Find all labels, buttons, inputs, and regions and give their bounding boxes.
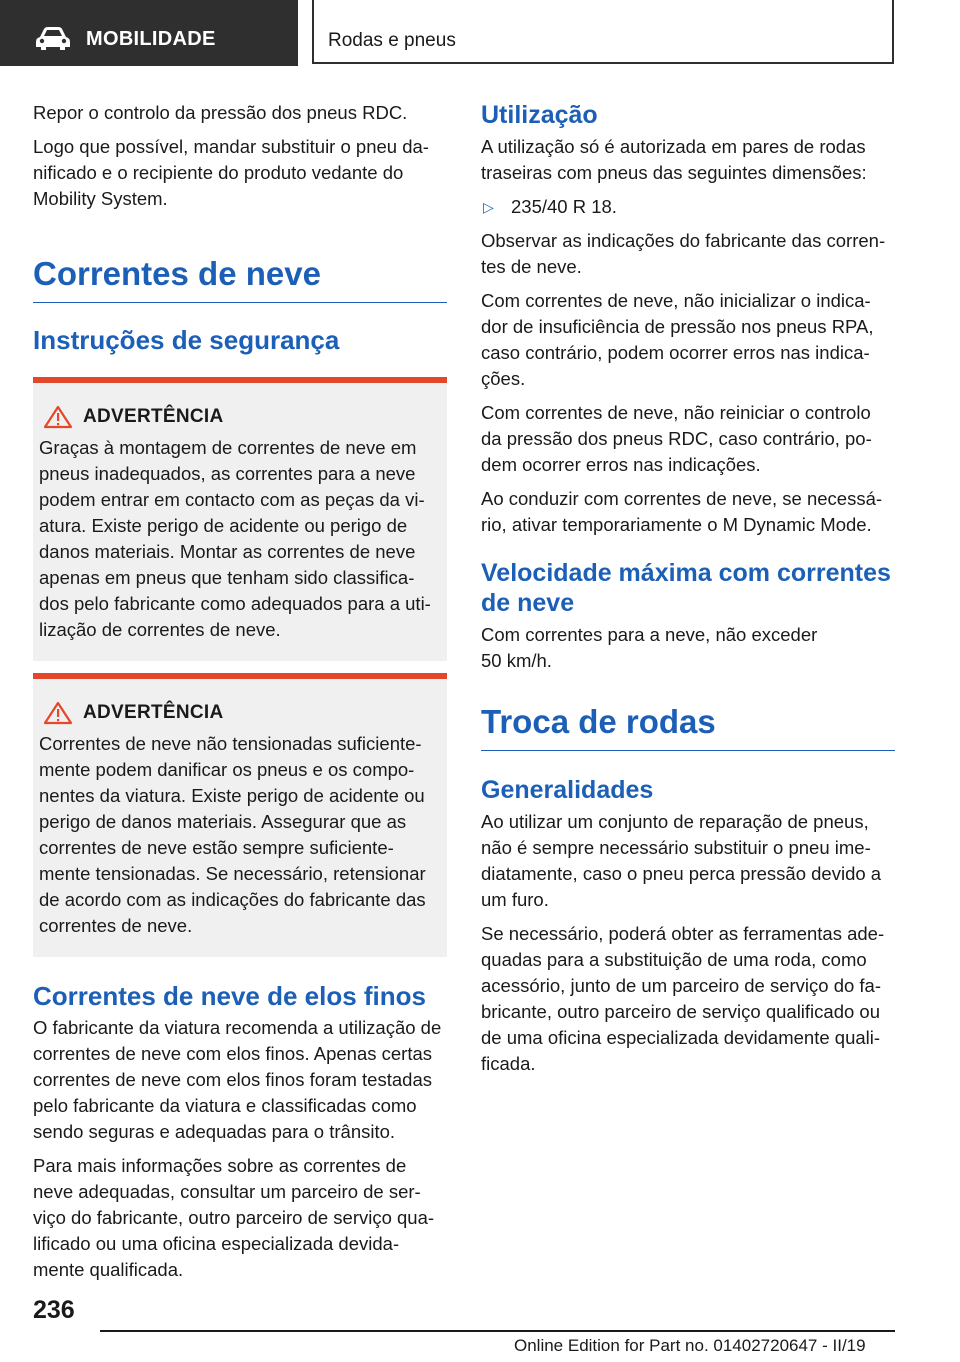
heading-wheel-change: Troca de rodas: [481, 702, 895, 751]
heading-general: Generalidades: [481, 776, 654, 804]
section-tab: [0, 0, 298, 66]
paragraph: O fabricante da viatura recomenda a utilização de correntes de neve com elos finos. Apenas certas correntes de neve com elos finos foram testadas pelo fabricante da viatura e classificadas como sendo seguras e adequadas para o trânsito.: [33, 1017, 442, 1142]
paragraph: Ao utilizar um conjunto de reparação de pneus, não é sempre necessário substituir o pneu ime-diatamente, caso o pneu perca pressão devido a um furo.: [481, 811, 882, 910]
edition-note: Online Edition for Part no. 01402720647 - II/19: [514, 1336, 866, 1355]
warning-box: [33, 377, 447, 661]
paragraph: Observar as indicações do fabricante das corren-tes de neve.: [481, 230, 886, 277]
heading-use: Utilização: [481, 101, 598, 129]
paragraph: Com correntes de neve, não inicializar o indica-dor de insuficiência de pressão nos pneus RPA, caso contrário, podem ocorrer erros nas indica-ções.: [481, 290, 874, 389]
left-column: [33, 100, 447, 1291]
paragraph: Logo que possível, mandar substituir o pneu da-nificado e o recipiente do produto vedante do Mobility System.: [33, 136, 429, 209]
heading-max-speed: Velocidade máxima com correntes de neve: [481, 559, 891, 617]
car-icon: [34, 25, 72, 51]
warning-text: Correntes de neve não tensionadas suficiente-mente podem danificar os pneus e os compo-nentes da viatura. Existe perigo de acidente ou perigo de danos materiais. Assegurar que as correntes de neve estão sempre suficiente-mente tensionadas. Se necessário, retensionar de acordo com as indicações do fabricante das correntes de neve.: [39, 733, 426, 936]
bullet-triangle-icon: ▷: [483, 199, 494, 215]
warning-box: [33, 673, 447, 957]
warning-triangle-icon: [43, 405, 73, 429]
warning-text: Graças à montagem de correntes de neve em pneus inadequados, as correntes para a neve podem entrar em contacto com as peças da vi-atura. Existe perigo de acidente ou perigo de danos materiais. Montar as correntes de neve apenas em pneus que tenham sido classifica-dos pelo fabricante como adequados para a uti-lização de correntes de neve.: [39, 437, 431, 640]
page-header: [0, 0, 960, 66]
section-title: MOBILIDADE: [86, 28, 216, 50]
chapter-tab: [312, 0, 894, 64]
warning-triangle-icon: [43, 701, 73, 725]
heading-safety: Instruções de segurança: [33, 325, 340, 355]
list-item: [481, 194, 895, 220]
paragraph: Se necessário, poderá obter as ferramentas ade-quadas para a substituição de uma roda, como acessório, junto de um parceiro de serviço do fa-bricante, outro parceiro de serviço qualificado ou de uma oficina especializada devidamente quali-ficada.: [481, 923, 885, 1074]
paragraph: Com correntes para a neve, não exceder 50 km/h.: [481, 624, 818, 671]
paragraph: Repor o controlo da pressão dos pneus RDC.: [33, 102, 408, 123]
warning-title: ADVERTÊNCIA: [83, 702, 224, 723]
list-item-text: 235/40 R 18.: [511, 196, 617, 217]
paragraph: Ao conduzir com correntes de neve, se necessá-rio, ativar temporariamente o M Dynamic Mode.: [481, 488, 883, 535]
paragraph: Para mais informações sobre as correntes de neve adequadas, consultar um parceiro de ser-viço do fabricante, outro parceiro de serviço qua-lificado ou uma oficina especializada devida-mente qualificada.: [33, 1155, 435, 1280]
page-number: 236: [33, 1296, 75, 1324]
right-column: [481, 100, 895, 1085]
chapter-title: Rodas e pneus: [328, 30, 456, 51]
heading-fine-chains: Correntes de neve de elos finos: [33, 981, 427, 1011]
footer-divider: [100, 1330, 895, 1332]
paragraph: A utilização só é autorizada em pares de rodas traseiras com pneus das seguintes dimensões:: [481, 136, 867, 183]
heading-snow-chains: Correntes de neve: [33, 254, 447, 303]
paragraph: Com correntes de neve, não reiniciar o controlo da pressão dos pneus RDC, caso contrário, po-dem ocorrer erros nas indicações.: [481, 402, 872, 475]
warning-title: ADVERTÊNCIA: [83, 406, 224, 427]
